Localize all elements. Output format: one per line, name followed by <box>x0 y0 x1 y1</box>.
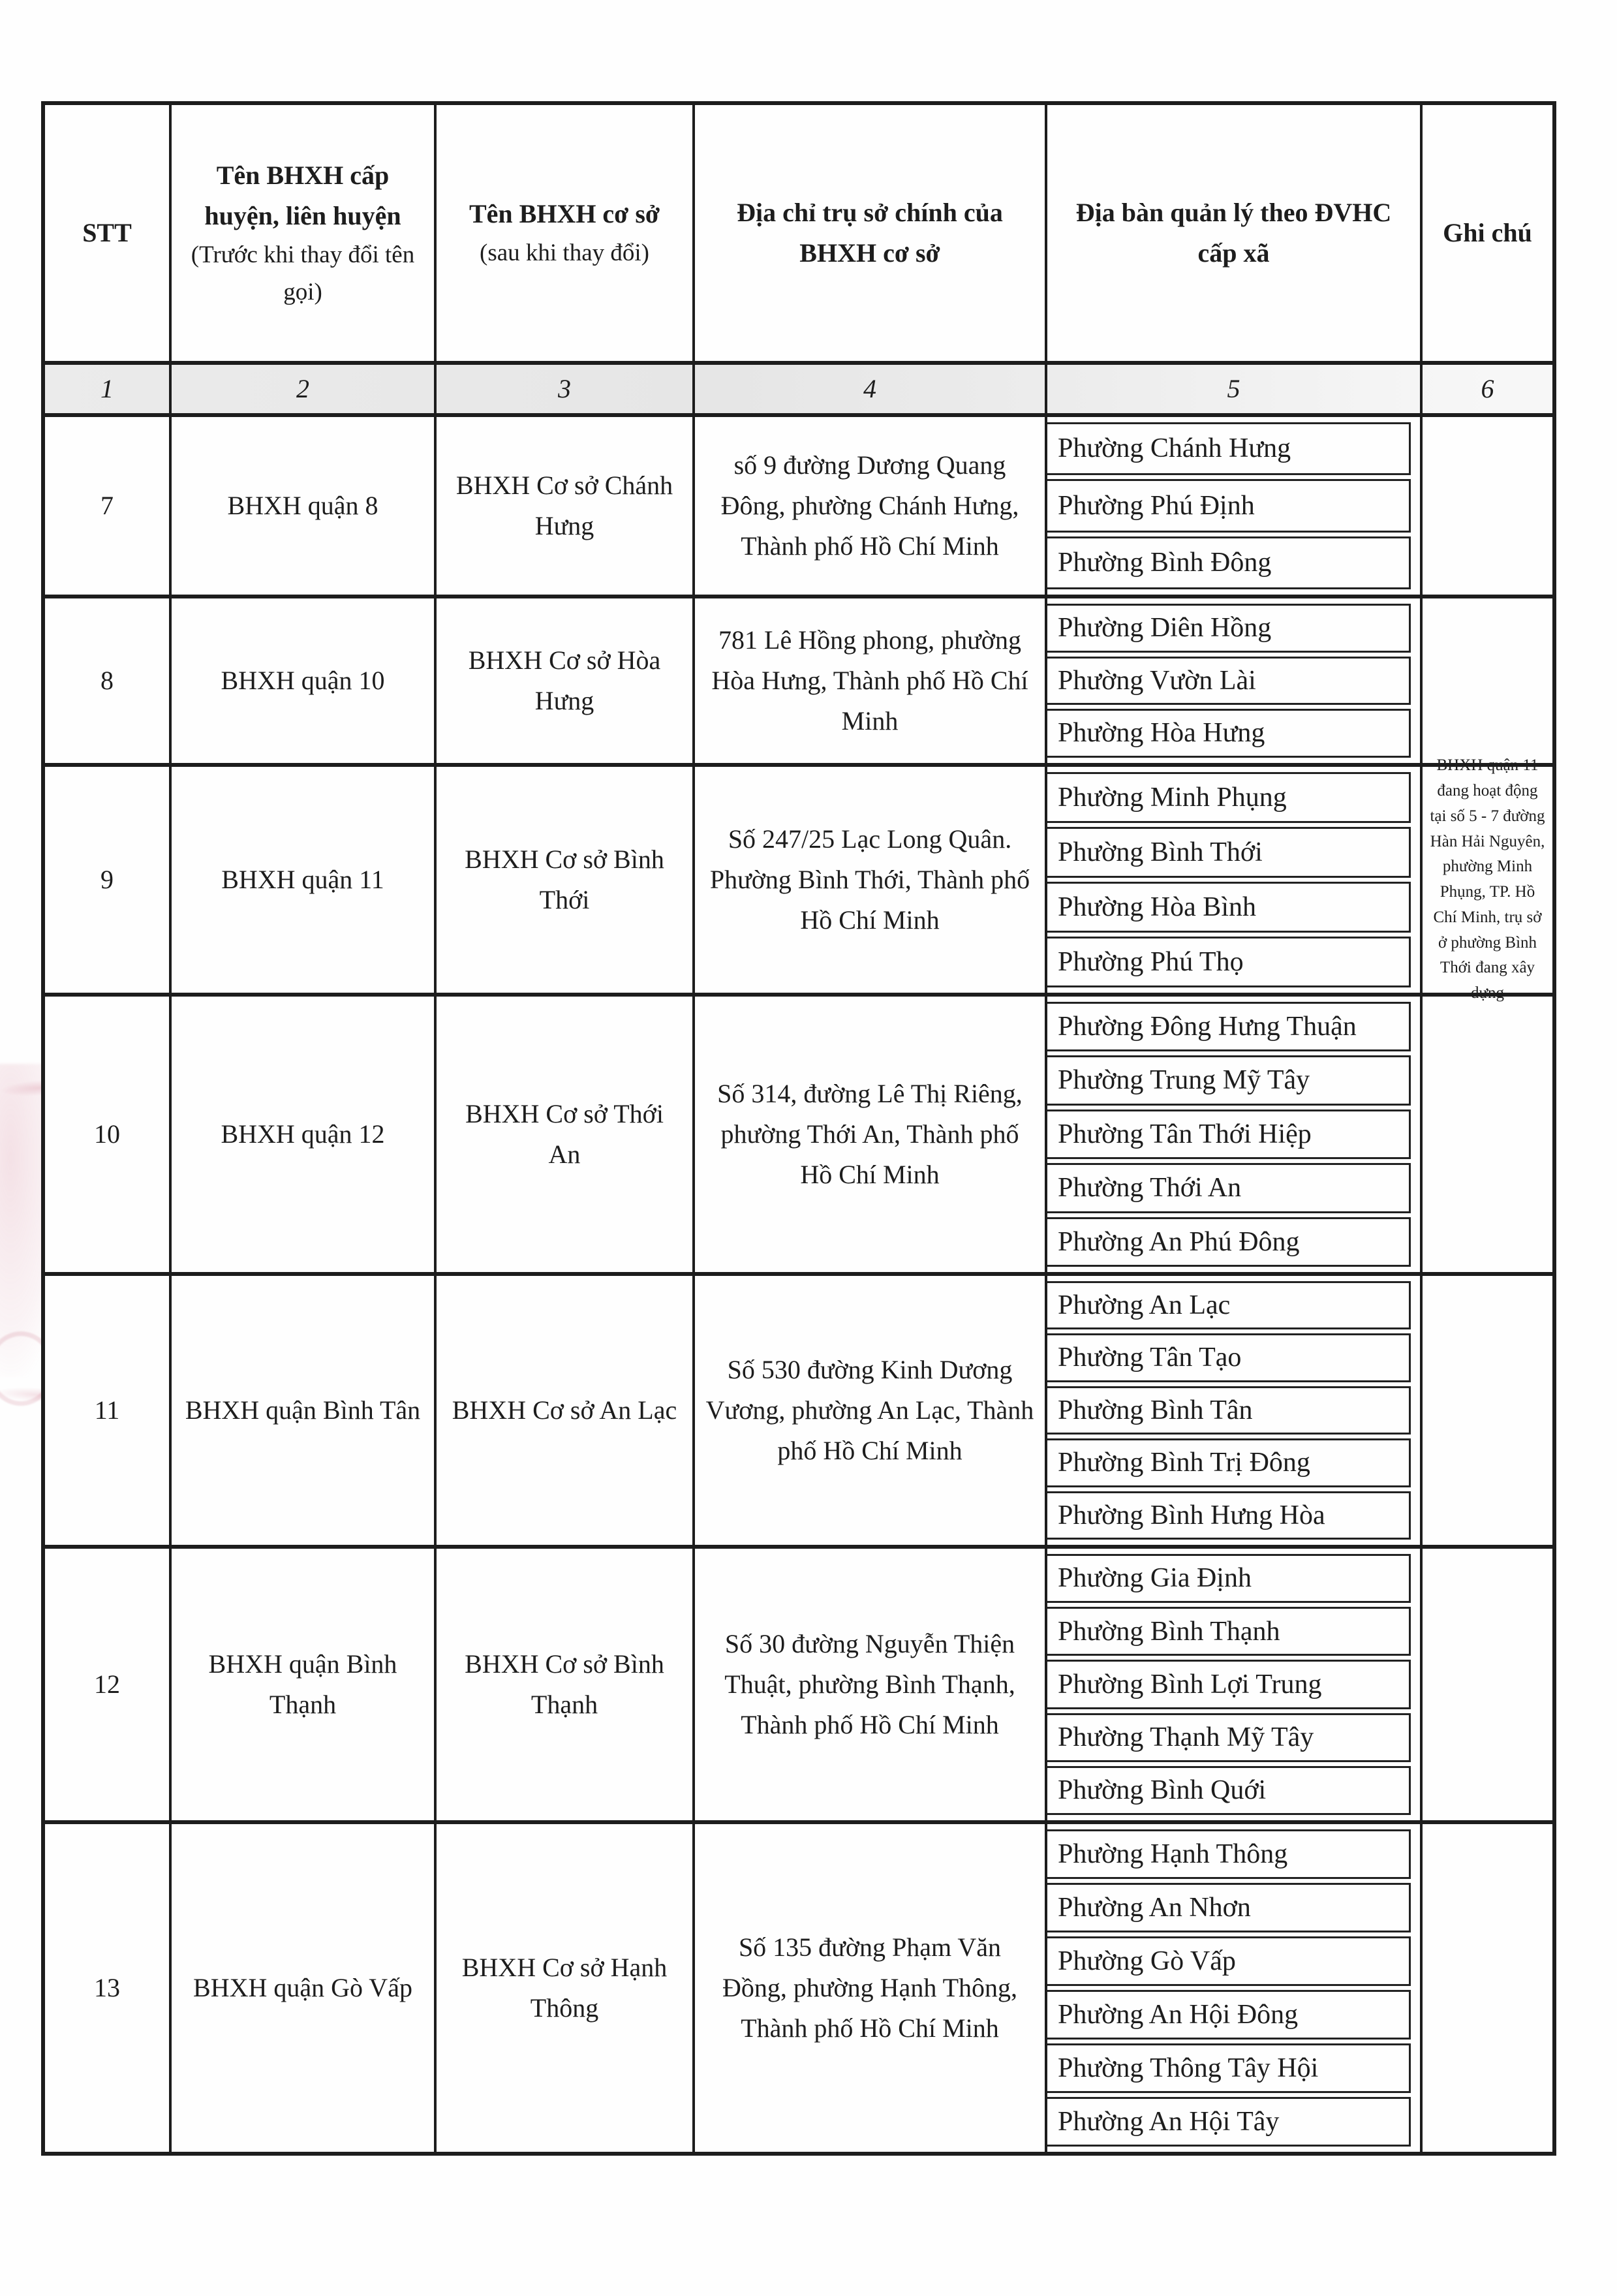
address-cell: Số 30 đường Nguyễn Thiện Thuật, phường Bình Thạnh, Thành phố Hồ Chí Minh <box>692 1549 1045 1820</box>
ward-item: Phường Bình Tân <box>1047 1386 1411 1435</box>
office-cell: BHXH Cơ sở Chánh Hưng <box>434 417 692 595</box>
header-label: Tên BHXH cơ sở <box>469 199 660 229</box>
header-note <box>1420 105 1552 361</box>
stt-cell: 9 <box>100 865 114 894</box>
office-cell: BHXH Cơ sở Hạnh Thông <box>434 1824 692 2152</box>
header-wards <box>1045 105 1420 361</box>
ward-item: Phường Tân Tạo <box>1047 1333 1411 1382</box>
column-number: 5 <box>1045 365 1420 413</box>
header-label: Ghi chú <box>1443 218 1532 247</box>
ward-item: Phường Vườn Lài <box>1047 657 1411 706</box>
ward-item: Phường Thới An <box>1047 1163 1411 1213</box>
address-cell: Số 530 đường Kinh Dương Vương, phường An Lạc, Thành phố Hồ Chí Minh <box>692 1276 1045 1545</box>
ward-item: Phường Thạnh Mỹ Tây <box>1047 1713 1411 1762</box>
wards-cell <box>1045 417 1420 595</box>
header-sublabel: (sau khi thay đổi) <box>480 240 649 267</box>
ward-item: Phường Bình Thới <box>1047 827 1411 878</box>
office-cell: BHXH Cơ sở An Lạc <box>434 1276 692 1545</box>
ward-item: Phường Hòa Bình <box>1047 882 1411 933</box>
ward-list <box>1047 604 1411 758</box>
table-row <box>45 413 1552 595</box>
column-number: 3 <box>434 365 692 413</box>
note-cell: BHXH quận 11 đang hoạt động tại số 5 - 7 đường Hàn Hải Nguyên, phường Minh Phụng, TP. Hồ Chí Minh, trụ sở ở phường Bình Thới đang xây dựng <box>1420 767 1552 993</box>
ward-item: Phường Gò Vấp <box>1047 1936 1411 1986</box>
stt-cell: 11 <box>94 1395 120 1425</box>
header-office <box>434 105 692 361</box>
district-cell: BHXH quận 10 <box>169 598 434 763</box>
table-header-row <box>45 105 1552 361</box>
table-row <box>45 756 1552 1002</box>
column-number-row <box>45 361 1552 413</box>
column-number: 4 <box>692 365 1045 413</box>
wards-cell <box>1045 1549 1420 1820</box>
wards-cell <box>1045 997 1420 1272</box>
ward-item: Phường Gia Định <box>1047 1554 1411 1603</box>
ward-item: Phường Bình Thạnh <box>1047 1607 1411 1656</box>
ward-item: Phường An Hội Tây <box>1047 2097 1411 2147</box>
ward-item: Phường An Hội Đông <box>1047 1990 1411 2040</box>
bhxh-office-table <box>41 101 1556 2156</box>
wards-cell <box>1045 1824 1420 2152</box>
header-stt <box>45 105 169 361</box>
note-cell <box>1420 1276 1552 1545</box>
address-cell: Số 314, đường Lê Thị Riêng, phường Thới An, Thành phố Hồ Chí Minh <box>692 997 1045 1272</box>
ward-item: Phường An Phú Đông <box>1047 1217 1411 1267</box>
ward-list <box>1047 422 1411 589</box>
note-cell <box>1420 598 1552 763</box>
stt-cell: 7 <box>100 491 114 520</box>
wards-cell <box>1045 1276 1420 1545</box>
ward-item: Phường Đông Hưng Thuận <box>1047 1002 1411 1051</box>
header-label: STT <box>82 218 132 247</box>
office-cell: BHXH Cơ sở Hòa Hưng <box>434 598 692 763</box>
ward-list <box>1047 1002 1411 1267</box>
address-cell: 781 Lê Hồng phong, phường Hòa Hưng, Thành phố Hồ Chí Minh <box>692 598 1045 763</box>
stt-cell: 10 <box>94 1119 120 1149</box>
ward-item: Phường Thông Tây Hội <box>1047 2043 1411 2093</box>
ward-item: Phường Diên Hồng <box>1047 604 1411 653</box>
ward-item: Phường An Nhơn <box>1047 1883 1411 1932</box>
header-label: Tên BHXH cấp huyện, liên huyện <box>204 160 401 230</box>
stt-cell: 8 <box>100 666 114 695</box>
ward-item: Phường An Lạc <box>1047 1281 1411 1329</box>
office-cell: BHXH Cơ sở Bình Thới <box>434 767 692 993</box>
column-number: 2 <box>169 365 434 413</box>
district-cell: BHXH quận Bình Thạnh <box>169 1549 434 1820</box>
ward-item: Phường Chánh Hưng <box>1047 422 1411 475</box>
address-cell: Số 135 đường Phạm Văn Đồng, phường Hạnh Thông, Thành phố Hồ Chí Minh <box>692 1824 1045 2152</box>
header-label: Địa bàn quản lý theo ĐVHC cấp xã <box>1075 198 1392 268</box>
header-district <box>169 105 434 361</box>
ward-item: Phường Bình Trị Đông <box>1047 1438 1411 1487</box>
district-cell: BHXH quận Bình Tân <box>169 1276 434 1545</box>
ward-item: Phường Hạnh Thông <box>1047 1829 1411 1879</box>
ward-list <box>1047 1281 1411 1540</box>
ward-list <box>1047 1554 1411 1815</box>
ward-item: Phường Trung Mỹ Tây <box>1047 1055 1411 1105</box>
note-cell <box>1420 1824 1552 2152</box>
district-cell: BHXH quận 8 <box>169 417 434 595</box>
address-cell: Số 247/25 Lạc Long Quân. Phường Bình Thới, Thành phố Hồ Chí Minh <box>692 767 1045 993</box>
ward-item: Phường Phú Thọ <box>1047 937 1411 987</box>
ward-item: Phường Bình Đông <box>1047 536 1411 589</box>
stt-cell: 12 <box>94 1669 120 1699</box>
header-sublabel: (Trước khi thay đổi tên gọi) <box>191 241 415 305</box>
district-cell: BHXH quận Gò Vấp <box>169 1824 434 2152</box>
note-cell <box>1420 997 1552 1272</box>
ward-item: Phường Bình Quới <box>1047 1766 1411 1815</box>
column-number: 6 <box>1420 365 1552 413</box>
address-cell: số 9 đường Dương Quang Đông, phường Chánh Hưng, Thành phố Hồ Chí Minh <box>692 417 1045 595</box>
wards-cell <box>1045 767 1420 993</box>
ward-item: Phường Tân Thới Hiệp <box>1047 1109 1411 1159</box>
ward-list <box>1047 772 1411 987</box>
table-row <box>45 1545 1552 1820</box>
ward-item: Phường Phú Định <box>1047 479 1411 532</box>
ward-item: Phường Bình Lợi Trung <box>1047 1660 1411 1709</box>
stt-cell: 13 <box>94 1973 120 2002</box>
header-label: Địa chỉ trụ sở chính của BHXH cơ sở <box>737 198 1003 268</box>
table-row <box>45 993 1552 1272</box>
table-row <box>45 595 1552 763</box>
header-address <box>692 105 1045 361</box>
wards-cell <box>1045 598 1420 763</box>
column-number: 1 <box>100 374 114 403</box>
district-cell: BHXH quận 12 <box>169 997 434 1272</box>
office-cell: BHXH Cơ sở Thới An <box>434 997 692 1272</box>
ward-item: Phường Bình Hưng Hòa <box>1047 1491 1411 1540</box>
district-cell: BHXH quận 11 <box>169 767 434 993</box>
ward-item: Phường Hòa Hưng <box>1047 709 1411 758</box>
office-cell: BHXH Cơ sở Bình Thạnh <box>434 1549 692 1820</box>
table-row <box>45 1820 1552 2152</box>
ward-list <box>1047 1829 1411 2147</box>
note-cell <box>1420 1549 1552 1820</box>
ward-item: Phường Minh Phụng <box>1047 772 1411 823</box>
table-row <box>45 1272 1552 1545</box>
note-cell <box>1420 417 1552 595</box>
